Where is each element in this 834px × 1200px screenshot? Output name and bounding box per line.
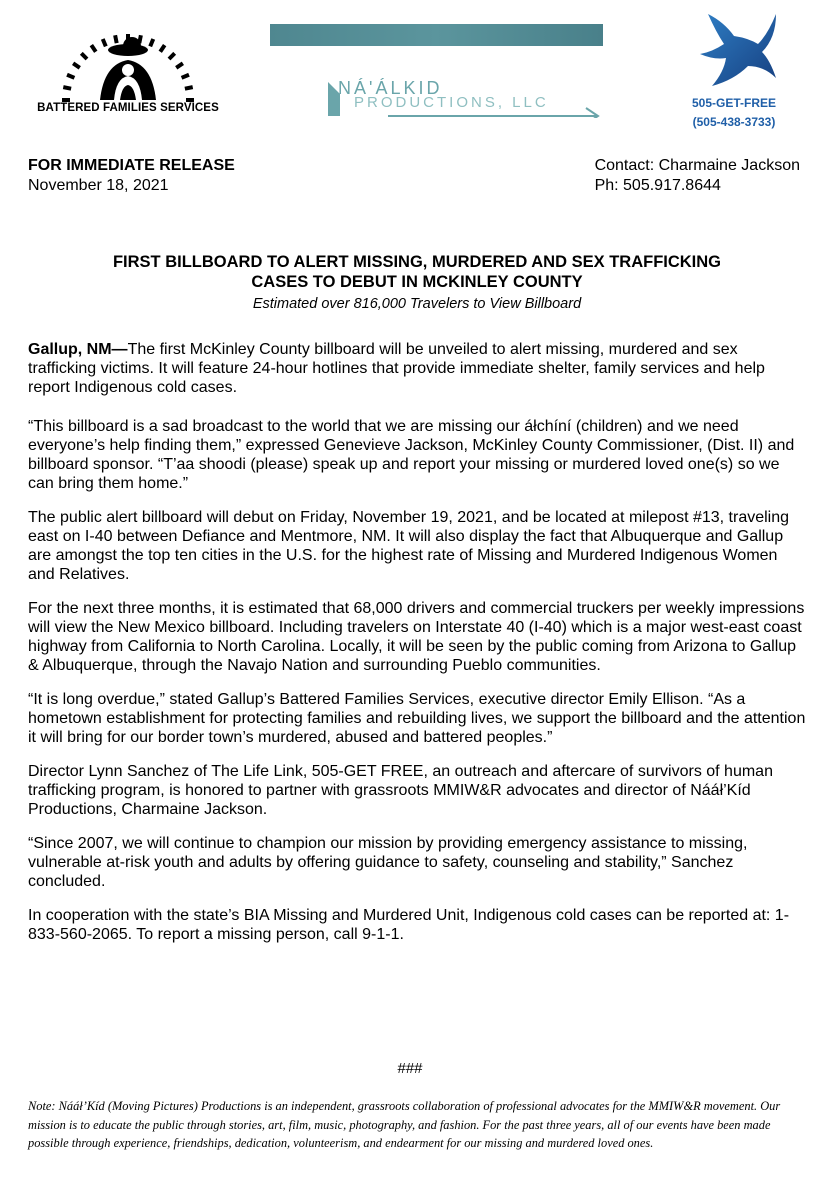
headline-subtitle: Estimated over 816,000 Travelers to View Billboard — [252, 296, 582, 312]
dateline: Gallup, NM— — [28, 341, 128, 358]
lifelink-hotline-number: (505-438-3733) — [692, 115, 776, 129]
naalkid-logo — [268, 24, 608, 120]
bird-silhouette-icon — [672, 8, 796, 92]
sunburst-ray — [67, 75, 74, 78]
naalkid-title: NÁ'ÁLKID — [338, 78, 443, 98]
contact-name: Contact: Charmaine Jackson — [594, 157, 800, 174]
sunburst-ray — [63, 87, 71, 89]
bfs-caption: BATTERED FAMILIES SERVICES — [37, 102, 219, 114]
naalkid-subtitle: PRODUCTIONS, LLC — [354, 94, 549, 111]
contact-phone: Ph: 505.917.8644 — [594, 177, 721, 194]
press-release-body — [28, 340, 808, 959]
release-label: FOR IMMEDIATE RELEASE — [28, 157, 235, 174]
headline-line-2: CASES TO DEBUT IN MCKINLEY COUNTY — [251, 273, 583, 291]
paragraph-7: “Since 2007, we will continue to champion our mission by providing emergency assistance to missing, vulnerable at-risk youth and adults by offering guidance to safety, counseling and stability,” Sanchez concluded. — [28, 835, 748, 890]
sunburst-ray — [103, 39, 106, 46]
sunburst-ray — [185, 87, 193, 89]
paragraph-1-text: The first McKinley County billboard will be unveiled to alert missing, murdered and sex trafficking victims. It will feature 24-hour hotlines that provide immediate shelter, family services and help report Indigenous cold cases. — [28, 341, 765, 396]
sunburst-ray — [160, 45, 164, 52]
paragraph-6: Director Lynn Sanchez of The Life Link, 505-GET FREE, an outreach and aftercare of survivors of human trafficking program, is honored to partner with grassroots MMIW&R advocates and director of Nááł’Kíd Productions, Charmaine Jackson. — [28, 763, 773, 818]
paragraph-4: For the next three months, it is estimated that 68,000 drivers and commercial truckers per weekly impressions will view the New Mexico billboard. Including travelers on Interstate 40 (I-40) which is a major west-east coast highway from California to North Carolina. Locally, it will be seen by the public coming from Arizona to Gallup & Albuquerque, through the Navajo Nation and surrounding Pueblo communities. — [28, 600, 805, 674]
sunburst-family-icon — [28, 20, 228, 104]
sunburst-ray — [73, 63, 80, 67]
bfs-logo — [28, 20, 228, 122]
sunburst-ray — [150, 39, 153, 46]
headline — [28, 252, 806, 292]
footnote: Note: Nááł’Kíd (Moving Pictures) Productions is an independent, grassroots collaboration of professional advocates for the MMIW&R movement. Our mission is to educate the public through stories, art, film, music, photography, and fashion. For the past three years, all of our events have been made possible through experience, friendships, dedication, volunteerism, and endearment for our missing and murdered loved ones. — [28, 1099, 781, 1150]
paragraph-1 — [28, 340, 808, 397]
release-header — [28, 156, 235, 196]
lifelink-hotline-text: 505-GET-FREE — [691, 96, 777, 110]
release-date: November 18, 2021 — [28, 177, 169, 194]
lifelink-logo — [672, 8, 822, 133]
headline-line-1: FIRST BILLBOARD TO ALERT MISSING, MURDERED AND SEX TRAFFICKING — [112, 253, 722, 271]
sunburst-ray — [91, 45, 95, 52]
sunburst-ray — [115, 35, 117, 43]
sunburst-ray — [176, 63, 183, 67]
naalkid-banner — [270, 24, 603, 46]
sunburst-ray — [182, 75, 189, 78]
end-mark: ### — [397, 1060, 423, 1077]
paragraph-8: In cooperation with the state’s BIA Missing and Murdered Unit, Indigenous cold cases can be reported at: 1-833-560-2065. To report a missing person, call 9-1-1. — [28, 907, 790, 943]
paragraph-5: “It is long overdue,” stated Gallup’s Battered Families Services, executive director Emily Ellison. “As a hometown establishment for protecting families and rebuilding lives, we support the billboard and the attention it will bring for our border town’s murdered, abused and battered peoples.” — [28, 691, 806, 746]
sunburst-ray — [169, 53, 175, 59]
paragraph-3: The public alert billboard will debut on Friday, November 19, 2021, and be located at milepost #13, traveling east on I-40 between Defiance and Mentmore, NM. It will also display the fact that Albuquerque and Gallup are amongst the top ten cities in the U.S. for the highest rate of Missing and Murdered Indigenous Women and Relatives. — [28, 509, 790, 583]
lifelink-hotline — [672, 94, 796, 132]
contact-header — [595, 156, 800, 196]
paragraph-2: “This billboard is a sad broadcast to the world that we are missing our áłchíní (children) and we need everyone’s help finding them,” expressed Genevieve Jackson, McKinley County Commissioner, (Dist. II) and billboard sponsor. “T’aa shoodi (please) speak up and report your missing or murdered loved one(s) so we can bring them home.” — [28, 418, 795, 492]
sunburst-ray — [81, 53, 87, 59]
